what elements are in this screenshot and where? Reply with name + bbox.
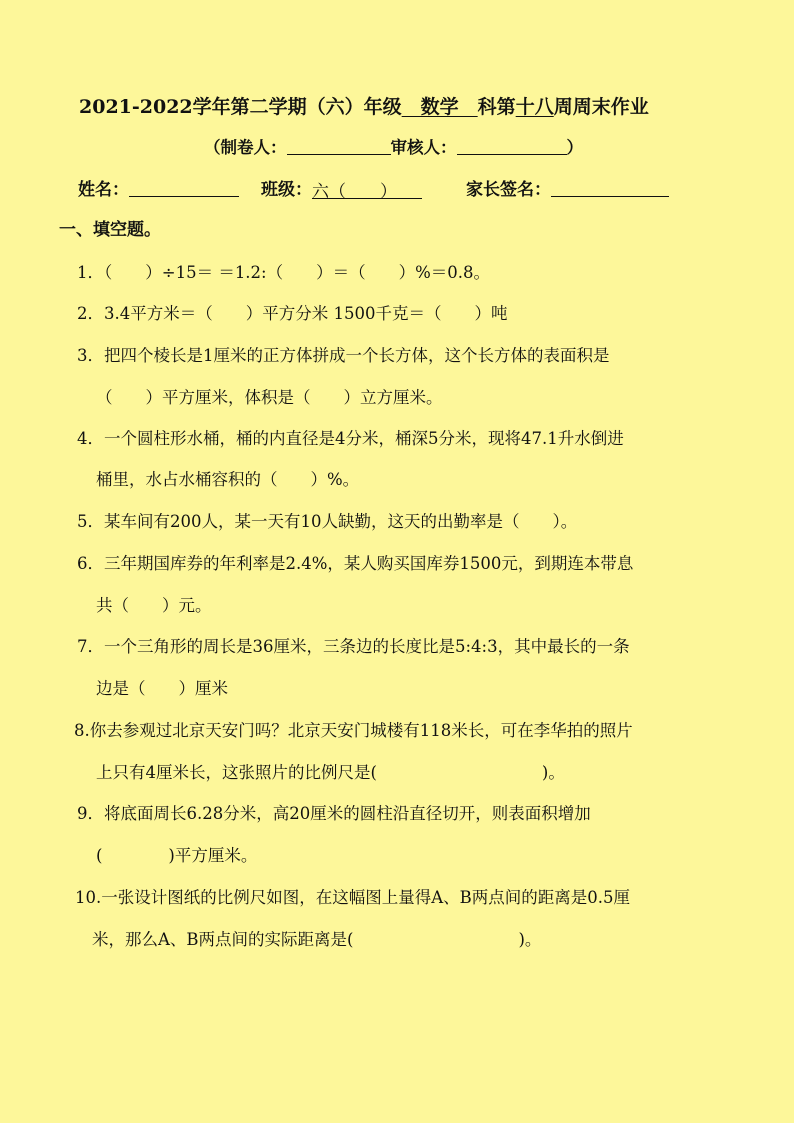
title-suffix: 周周末作业 [553, 96, 649, 118]
question-6: 6．三年期国库券的年利率是2.4%，某人购买国库券1500元，到期连本带息 [77, 554, 634, 573]
section-title: 一、填空题。 [59, 220, 161, 240]
question-9: 9．将底面周长6.28分米，高20厘米的圆柱沿直径切开，则表面积增加 [77, 804, 591, 823]
question-4: 4．一个圆柱形水桶，桶的内直径是4分米，桶深5分米，现将47.1升水倒进 [77, 429, 624, 448]
question-8: 8.你去参观过北京天安门吗？北京天安门城楼有118米长，可在李华拍的照片 [74, 721, 633, 740]
name-label: 姓名： [78, 180, 129, 200]
reviewer-label: 审核人： [390, 138, 457, 157]
question-3: 3．把四个棱长是1厘米的正方体拼成一个长方体，这个长方体的表面积是 [77, 346, 610, 365]
title-prefix: 2021-2022学年第二学期（六）年级 [79, 96, 402, 118]
question-7-continued: 边是（ ）厘米 [96, 679, 228, 698]
question-5: 5．某车间有200人，某一天有10人缺勤，这天的出勤率是（ ）。 [77, 512, 578, 531]
title-mid: 科第 [477, 96, 516, 118]
question-10-continued: 米，那么A、B两点间的实际距离是( )。 [92, 930, 542, 949]
close-paren: ） [566, 138, 583, 157]
name-blank[interactable] [129, 179, 239, 197]
maker-label: （制卷人： [204, 138, 287, 157]
student-info-line [78, 179, 669, 201]
page-title [79, 95, 649, 119]
question-3-continued: （ ）平方厘米，体积是（ ）立方厘米。 [96, 388, 443, 407]
maker-blank[interactable] [287, 137, 391, 155]
reviewer-blank[interactable] [457, 137, 567, 155]
class-label: 班级： [261, 180, 312, 200]
class-field[interactable]: 六（ ） [312, 181, 422, 199]
question-6-continued: 共（ ）元。 [96, 596, 212, 615]
question-4-continued: 桶里，水占水桶容积的（ ）%。 [96, 470, 360, 489]
author-line [204, 137, 583, 159]
question-8-continued: 上只有4厘米长，这张照片的比例尺是( )。 [96, 763, 565, 782]
parent-signature-blank[interactable] [551, 179, 669, 197]
parent-signature-label: 家长签名： [466, 180, 551, 200]
question-9-continued: ( )平方厘米。 [96, 846, 258, 865]
week-field: 十八 [515, 96, 554, 118]
question-10: 10.一张设计图纸的比例尺如图，在这幅图上量得A、B两点间的距离是0.5厘 [75, 888, 631, 907]
question-2: 2．3.4平方米＝（ ）平方分米 1500千克＝（ ）吨 [77, 304, 508, 323]
question-7: 7．一个三角形的周长是36厘米，三条边的长度比是5:4:3，其中最长的一条 [77, 637, 630, 656]
subject-field: 数学 [401, 96, 478, 118]
question-1: 1．（ ）÷15＝ ＝1.2:（ ）＝（ ）%＝0.8。 [77, 263, 491, 282]
